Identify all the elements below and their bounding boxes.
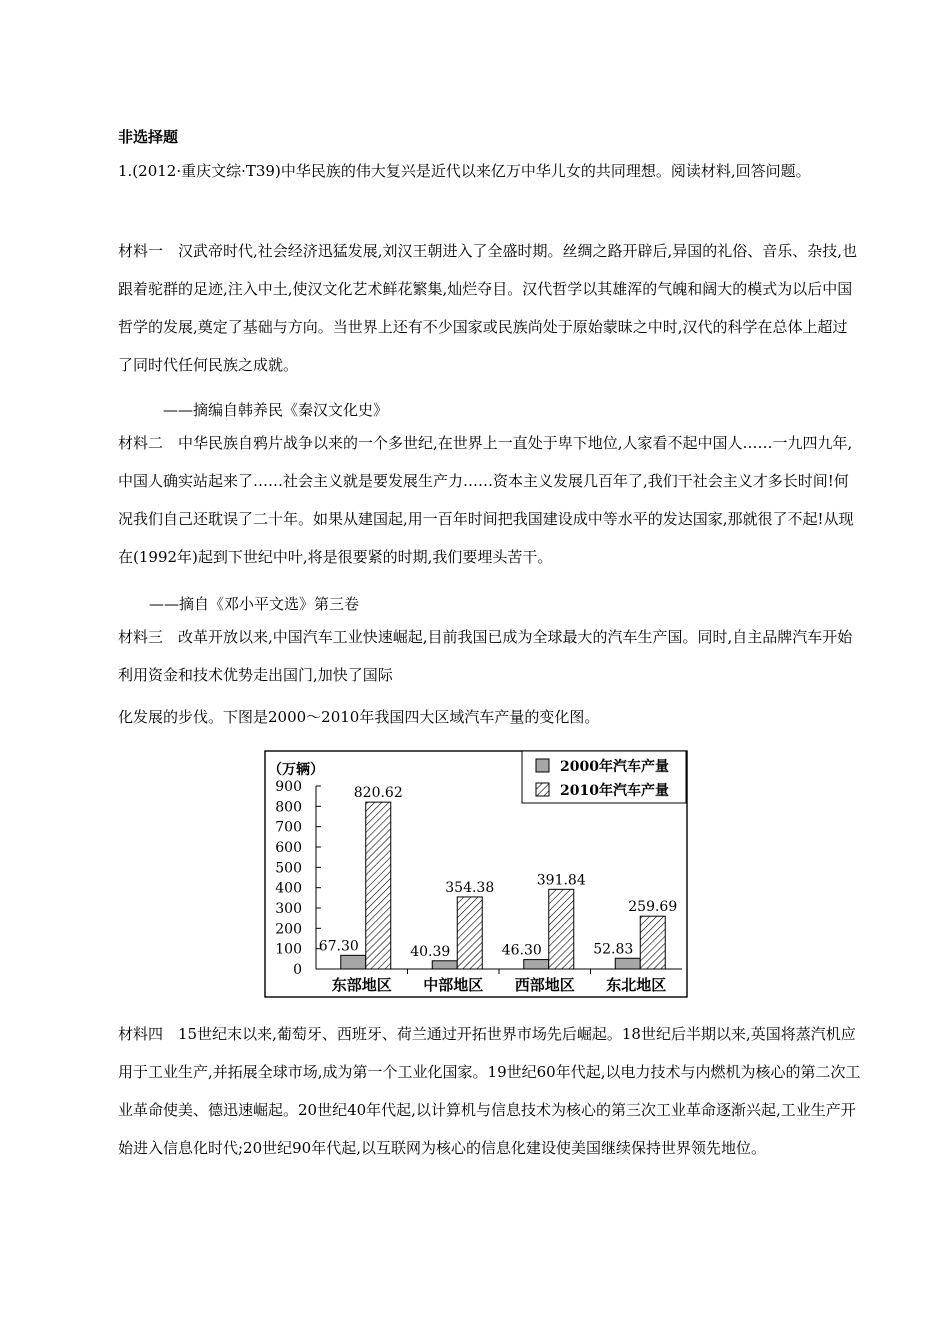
bar-2010	[457, 897, 482, 969]
category-label: 中部地区	[423, 976, 484, 994]
data-label: 820.62	[353, 785, 403, 802]
data-label: 52.83	[593, 941, 634, 958]
material-three-continued: 化发展的步伐。下图是2000～2010年我国四大区域汽车产量的变化图。	[118, 708, 600, 726]
y-tick-label: 900	[275, 779, 302, 795]
material-two-source: ——摘自《邓小平文选》第三卷	[149, 595, 360, 613]
category-label: 东北地区	[606, 976, 667, 994]
data-label: 391.84	[536, 872, 586, 889]
legend-label: 2010年汽车产量	[560, 783, 669, 799]
y-tick-label: 100	[275, 941, 302, 958]
material-one-source: ——摘编自韩养民《秦汉文化史》	[163, 401, 389, 419]
chart-svg	[264, 750, 688, 998]
legend-swatch	[536, 759, 549, 772]
y-tick-label: 200	[275, 921, 302, 938]
y-tick-label: 800	[275, 799, 302, 816]
section-title: 非选择题	[118, 128, 179, 146]
y-tick-label: 300	[275, 901, 302, 917]
bar-2010	[549, 889, 574, 969]
category-label: 西部地区	[514, 976, 575, 994]
y-tick-label: 0	[293, 962, 302, 978]
data-label: 354.38	[445, 879, 495, 896]
car-production-chart	[264, 750, 688, 998]
y-tick-label: 600	[275, 840, 302, 856]
material-four: 材料四 15世纪末以来,葡萄牙、西班牙、荷兰通过开拓世界市场先后崛起。18世纪后半期以来,英国将蒸汽机应用于工业生产,并拓展全球市场,成为第一个工业化国家。19世纪60年代起,以电力技术与内燃机为核心的第二次工业革命使美、德迅速崛起。20世纪40年代起,以计算机与信息技术为核心的第三次工业革命逐渐兴起,工业生产开始进入信息化时代;20世纪90年代起,以互联网为核心的信息化建设使美国继续保持世界领先地位。	[118, 1025, 861, 1157]
data-label: 46.30	[501, 942, 542, 959]
y-tick-label: 500	[275, 860, 302, 877]
bar-2000	[341, 955, 366, 969]
y-tick-label: 400	[275, 880, 302, 897]
data-label: 67.30	[318, 938, 359, 955]
bar-2000	[615, 958, 640, 969]
question-stem: 1.(2012·重庆文综·T39)中华民族的伟大复兴是近代以来亿万中华儿女的共同理想。阅读材料,回答问题。	[118, 162, 811, 180]
material-one: 材料一 汉武帝时代,社会经济迅猛发展,刘汉王朝进入了全盛时期。丝绸之路开辟后,异国的礼俗、音乐、杂技,也跟着驼群的足迹,注入中土,使汉文化艺术鲜花繁集,灿烂夺目。汉代哲学以其雄浑的气魄和阔大的模式为以后中国哲学的发展,奠定了基础与方向。当世界上还有不少国家或民族尚处于原始蒙昧之中时,汉代的科学在总体上超过了同时代任何民族之成就。	[118, 242, 858, 374]
bar-2000	[432, 961, 457, 969]
data-label: 40.39	[410, 943, 451, 960]
bar-2010	[366, 802, 391, 969]
bar-2000	[524, 960, 549, 969]
material-two: 材料二 中华民族自鸦片战争以来的一个多世纪,在世界上一直处于卑下地位,人家看不起中国人……一九四九年,中国人确实站起来了……社会主义就是要发展生产力……资本主义发展几百年了,我们干社会主义才多长时间!何况我们自己还耽误了二十年。如果从建国起,用一百年时间把我国建设成中等水平的发达国家,那就很了不起!从现在(1992年)起到下世纪中叶,将是很要紧的时期,我们要埋头苦干。	[118, 434, 854, 566]
material-three: 材料三 改革开放以来,中国汽车工业快速崛起,目前我国已成为全球最大的汽车生产国。同时,自主品牌汽车开始利用资金和技术优势走出国门,加快了国际	[118, 628, 853, 684]
y-axis-label: （万辆）	[268, 762, 324, 778]
y-tick-label: 700	[275, 819, 302, 836]
bar-2010	[640, 916, 665, 969]
legend-swatch	[536, 783, 549, 796]
category-label: 东部地区	[331, 976, 392, 994]
legend-label: 2000年汽车产量	[560, 759, 669, 775]
data-label: 259.69	[628, 899, 678, 916]
